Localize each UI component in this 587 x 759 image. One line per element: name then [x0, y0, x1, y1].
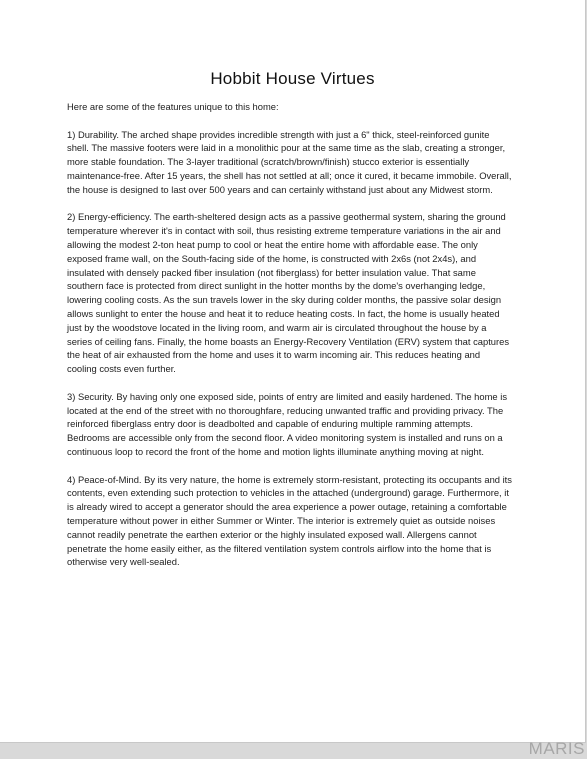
paragraph-energy-efficiency: 2) Energy-efficiency. The earth-sheltered design acts as a passive geothermal system, sharing the ground temperature wherever it's in contact with soil, thus resisting extreme temperature variations in the air and allowing the modest 2-ton heat pump to cool or heat the entire home with affordable ease. The only exposed frame wall, on the South-facing side of the home, is constructed with 2x6s (not 2x4s), and insulated with densely packed fiber insulation (not fiberglass) for better insulation value. That same southern face is protected from direct sunlight in the hotter months by the dome's overhanging ledge, lowering cooling costs. As the sun travels lower in the sky during colder months, the passive solar design allows sunlight to enter the house and heat it to reduce heating costs. In fact, the home is usually heated just by the woodstove located in the living room, and warm air is circulated throughout the house by a series of ceiling fans. Finally, the home boasts an Energy-Recovery Ventilation (ERV) system that captures the heat of air exhausted from the home and uses it to warm incoming air. This reduces heating and cooling costs even further. [67, 211, 510, 375]
paragraph-security: 3) Security. By having only one exposed side, points of entry are limited and easily hardened. The home is located at the end of the street with no thoroughfare, reducing unwanted traffic and providing privacy. The reinforced fiberglass entry door is deadbolted and capable of enduring multiple ramming attempts. Bedrooms are accessible only from the second floor. A video monitoring system is installed and runs on a continuous loop to record the front of the home and motion lights illuminate anything moving at night. [67, 390, 508, 457]
maris-watermark: MARIS [528, 739, 585, 758]
document-body [67, 100, 512, 583]
paragraph-peace-of-mind: 4) Peace-of-Mind. By its very nature, the home is extremely storm-resistant, protecting its occupants and its contents, even extending such protection to vehicles in the attached (underground) garage. Furthermore, it is already wired to accept a generator should the area experience a power outage, retaining a comfortable temperature without power in either Summer or Winter. The interior is extremely quiet as outside noises cannot readily penetrate the earthen exterior or the highly insulated exposed wall. Allergens cannot penetrate the home easily either, as the filtered ventilation system controls airflow into the home that is otherwise very well-sealed. [67, 473, 512, 568]
paragraph-durability: 1) Durability. The arched shape provides incredible strength with just a 6" thick, steel-reinforced gunite shell. The massive footers were laid in a monolithic pour at the same time as the slab, creating a stronger, more stable foundation. The 3-layer traditional (scratch/brown/finish) stucco exterior is essentially maintenance-free. After 15 years, the shell has not settled at all; once it cured, it became immobile. Overall, the house is designed to last over 500 years and can certainly withstand just about any Midwest storm. [67, 128, 512, 195]
intro-text: Here are some of the features unique to this home: [67, 101, 279, 112]
page-title: Hobbit House Virtues [210, 69, 375, 88]
